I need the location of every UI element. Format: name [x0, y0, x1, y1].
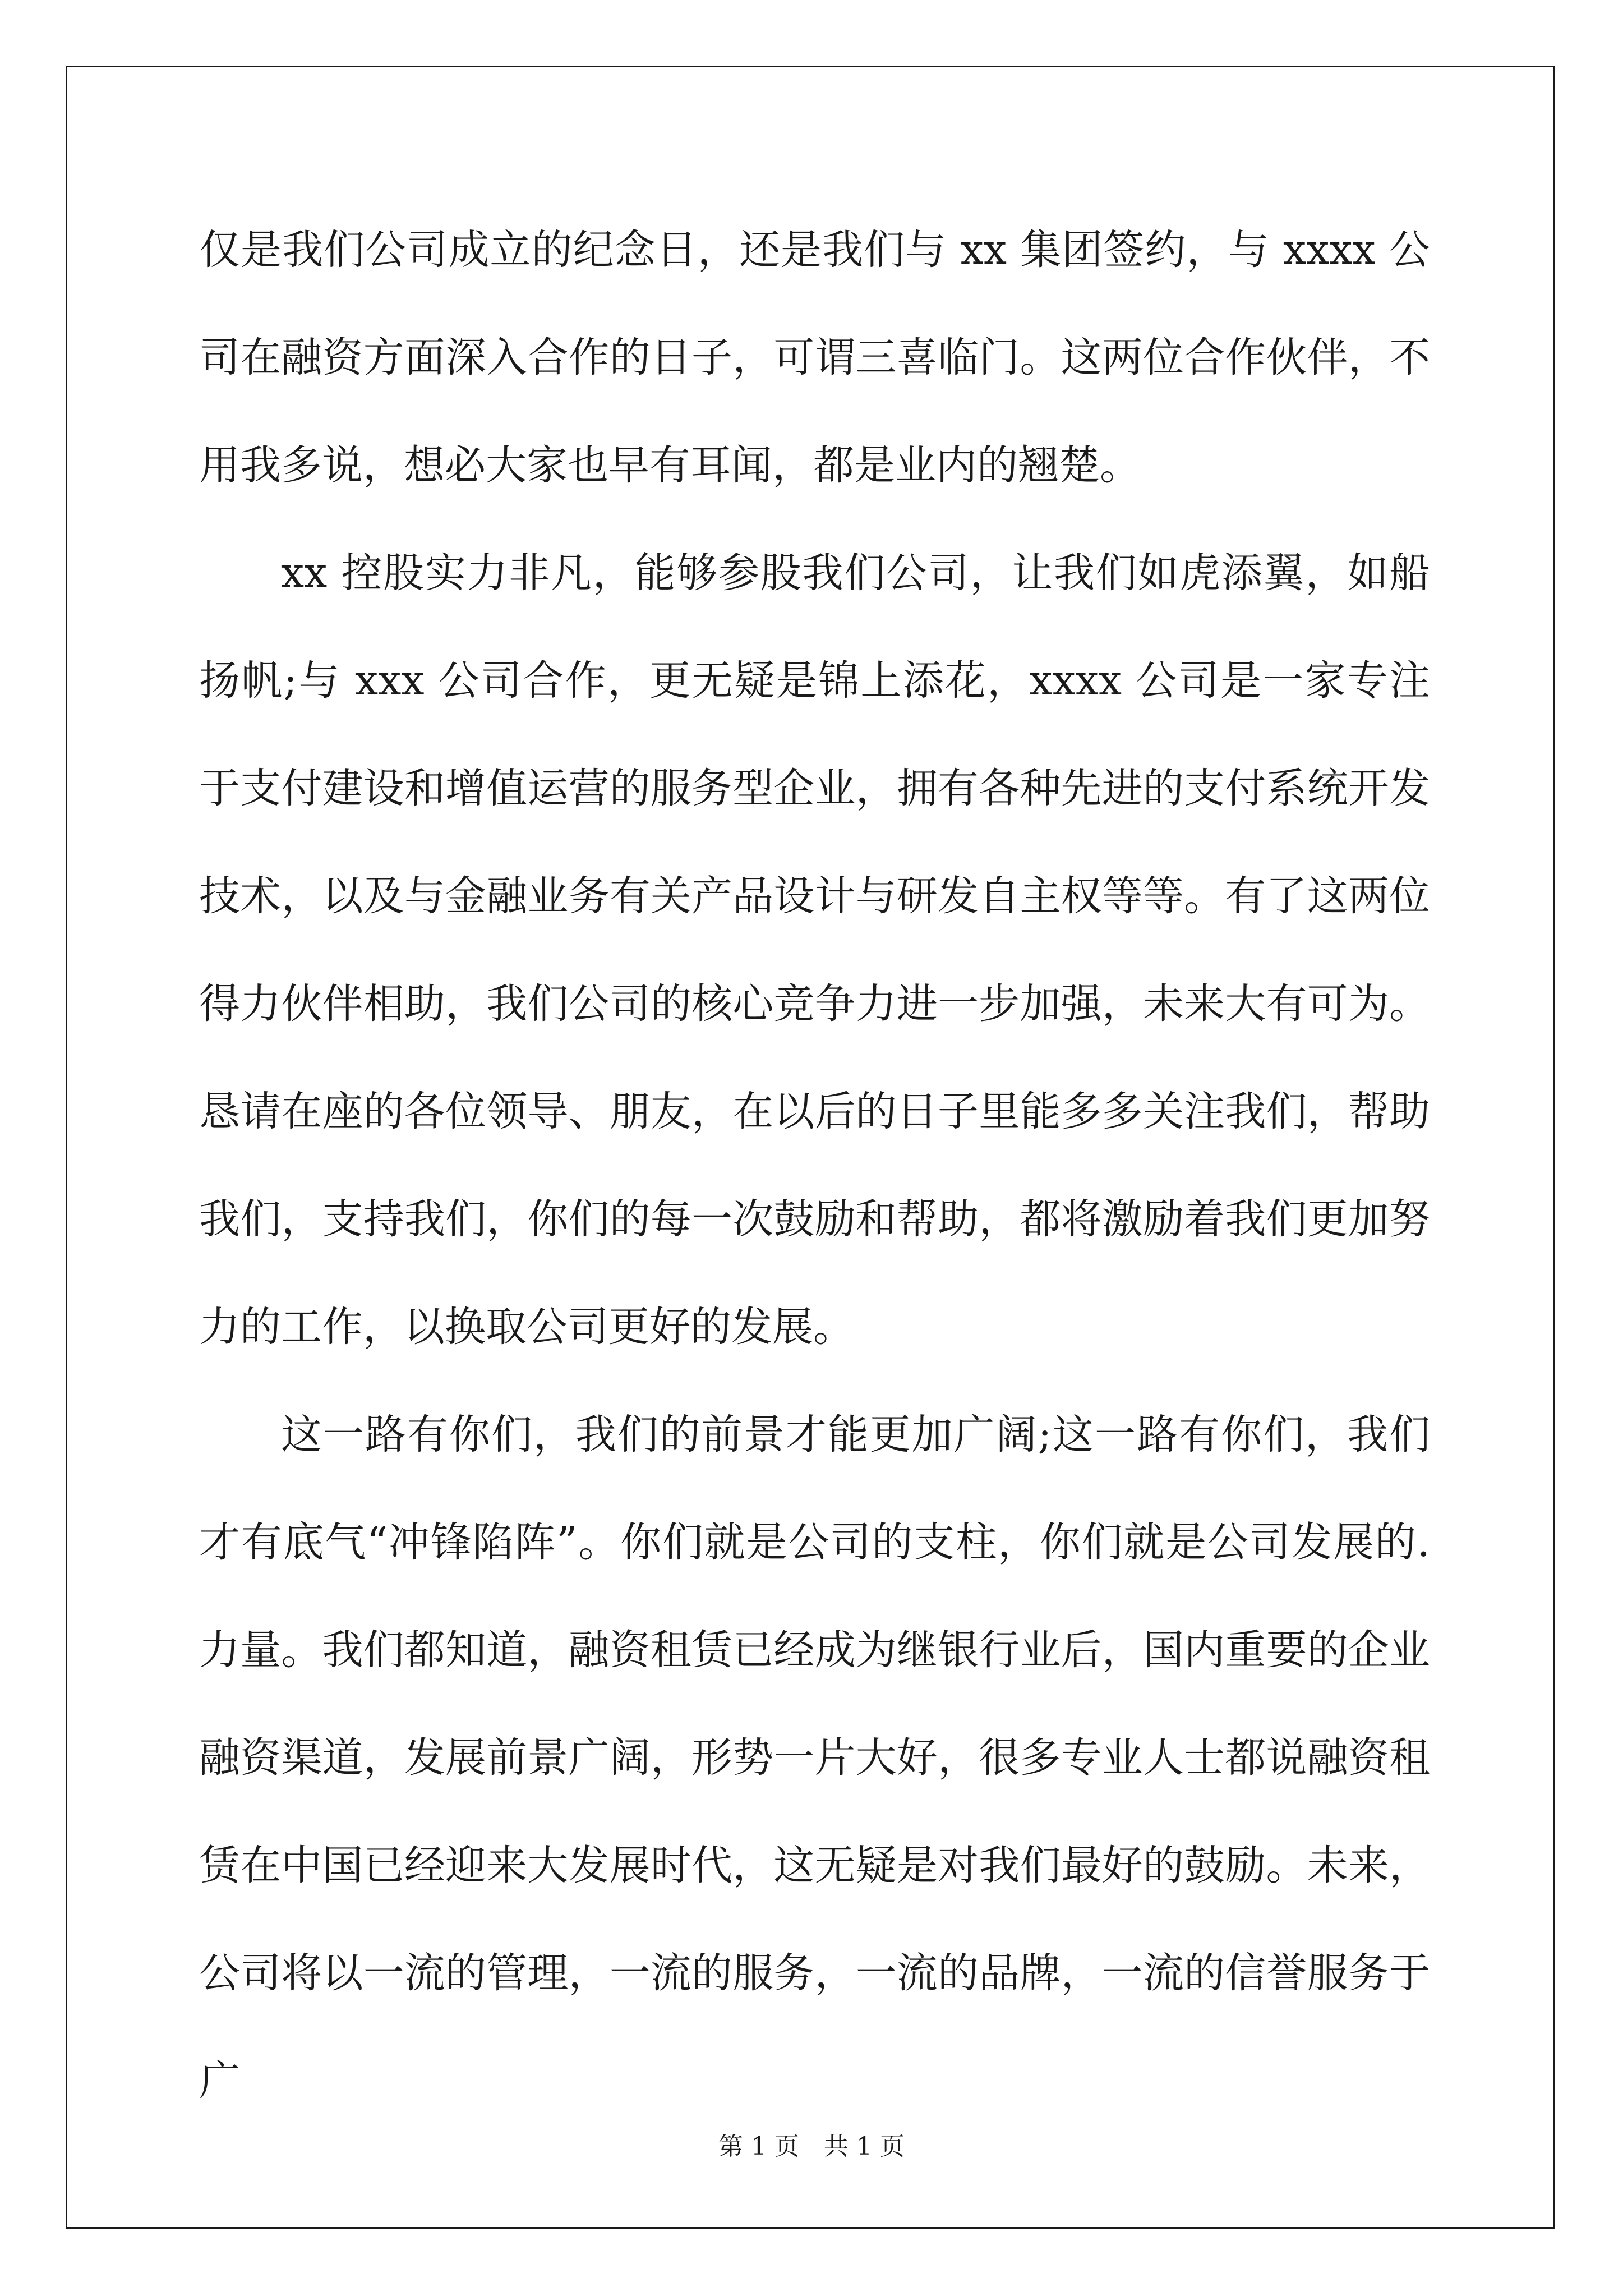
paragraph-1: 仅是我们公司成立的纪念日，还是我们与 xx 集团签约，与 xxxx 公司在融资方面深入合作的日子，可谓三喜临门。这两位合作伙伴，不用我多说，想必大家也早有耳闻，都是业内的翘楚。: [199, 226, 1430, 489]
document-body: [199, 196, 1430, 2135]
paragraph-2: xx 控股实力非凡，能够参股我们公司，让我们如虎添翼，如船扬帆;与 xxx 公司合作，更无疑是锦上添花，xxxx 公司是一家专注于支付建设和增值运营的服务型企业，拥有各种先进的支付系统开发技术，以及与金融业务有关产品设计与研发自主权等等。有了这两位得力伙伴相助，我们公司的核心竞争力进一步加强，未来大有可为。恳请在座的各位领导、朋友，在以后的日子里能多多关注我们，帮助我们，支持我们，你们的每一次鼓励和帮助，都将激励着我们更加努力的工作，以换取公司更好的发展。: [199, 549, 1430, 1351]
paragraph-3: 这一路有你们，我们的前景才能更加广阔;这一路有你们，我们才有底气“冲锋陷阵”。你们就是公司的支柱，你们就是公司发展的.力量。我们都知道，融资租赁已经成为继银行业后，国内重要的企业融资渠道，发展前景广阔，形势一片大好，很多专业人士都说融资租赁在中国已经迎来大发展时代，这无疑是对我们最好的鼓励。未来，公司将以一流的管理，一流的服务，一流的品牌，一流的信誉服务于广: [199, 1411, 1430, 2105]
page-footer: 第 1 页 共 1 页: [718, 2132, 905, 2161]
